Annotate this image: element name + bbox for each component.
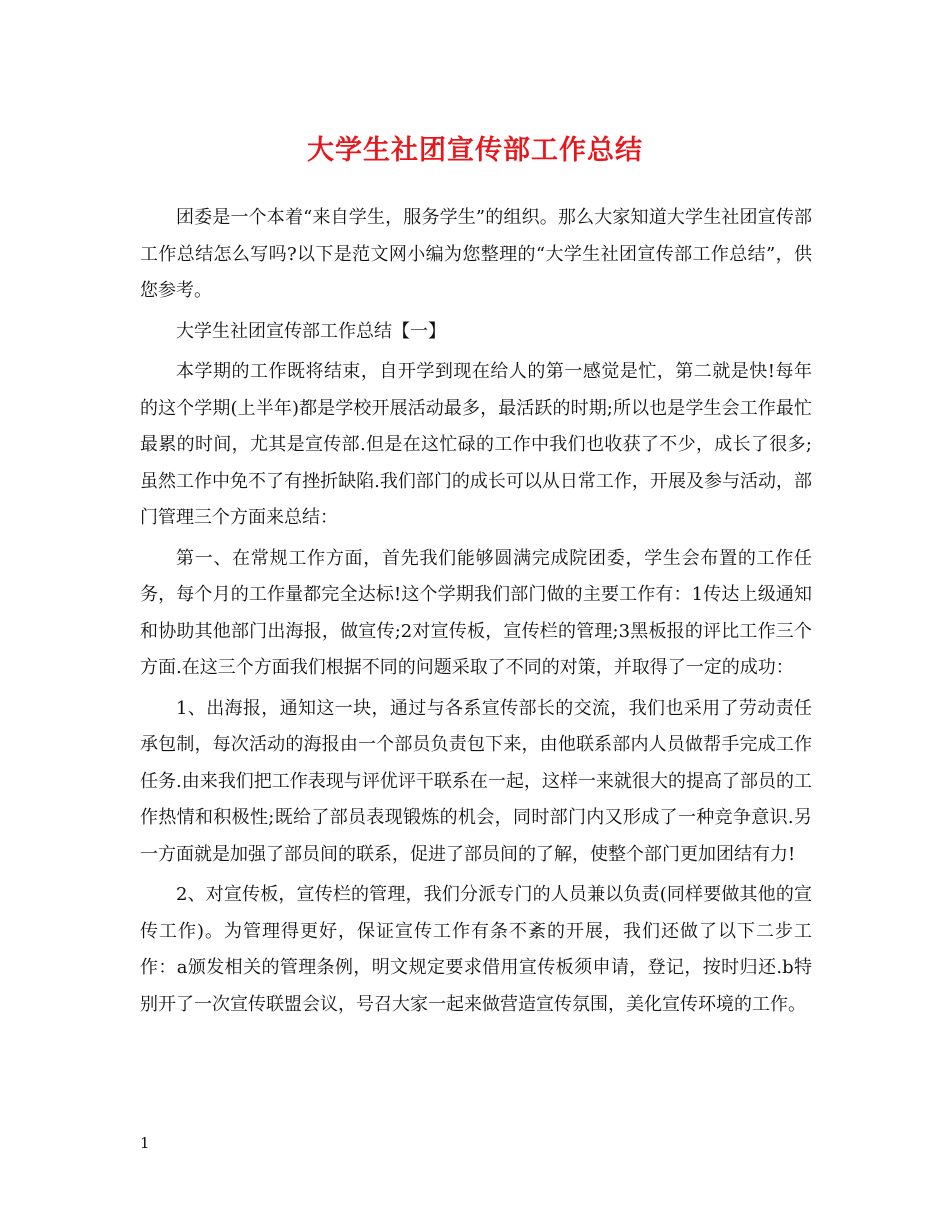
body-paragraph: 2、对宣传板，宣传栏的管理，我们分派专门的人员兼以负责(同样要做其他的宣传工作)。为管理得更好，保证宣传工作有条不紊的开展，我们还做了以下二步工作：a颁发相关的管理条例，明文规定要求借用宣传板须申请，登记，按时归还.b特别开了一次宣传联盟会议，号召大家一起来做营造宣传氛围，美化宣传环境的工作。 xyxy=(140,884,812,1015)
body-paragraph: 1、出海报，通知这一块，通过与各系宣传部长的交流，我们也采用了劳动责任承包制，每次活动的海报由一个部员负责包下来，由他联系部内人员做帮手完成工作任务.由来我们把工作表现与评优评干联系在一起，这样一来就很大的提高了部员的工作热情和积极性;既给了部员表现锻炼的机会，同时部门内又形成了一种竞争意识.另一方面就是加强了部员间的联系，促进了部员间的了解，使整个部门更加团结有力! xyxy=(140,697,812,865)
document-body xyxy=(140,200,812,1027)
page-number: 1 xyxy=(140,1134,150,1152)
body-paragraph: 第一、在常规工作方面，首先我们能够圆满完成院团委，学生会布置的工作任务，每个月的工作量都完全达标!这个学期我们部门做的主要工作有：1传达上级通知和协助其他部门出海报，做宣传;2对宣传板，宣传栏的管理;3黑板报的评比工作三个方面.在这三个方面我们根据不同的问题采取了不同的对策，并取得了一定的成功： xyxy=(140,547,812,678)
body-paragraph: 本学期的工作既将结束，自开学到现在给人的第一感觉是忙，第二就是快!每年的这个学期(上半年)都是学校开展活动最多，最活跃的时期;所以也是学生会工作最忙最累的时间，尤其是宣传部.但是在这忙碌的工作中我们也收获了不少，成长了很多;虽然工作中免不了有挫折缺陷.我们部门的成长可以从日常工作，开展及参与活动，部门管理三个方面来总结： xyxy=(140,361,812,528)
intro-paragraph: 团委是一个本着“来自学生，服务学生”的组织。那么大家知道大学生社团宣传部工作总结怎么写吗?以下是范文网小编为您整理的“大学生社团宣传部工作总结”，供您参考。 xyxy=(140,207,812,301)
document-title: 大学生社团宣传部工作总结 xyxy=(307,135,643,166)
section-heading: 大学生社团宣传部工作总结【一】 xyxy=(176,320,446,342)
